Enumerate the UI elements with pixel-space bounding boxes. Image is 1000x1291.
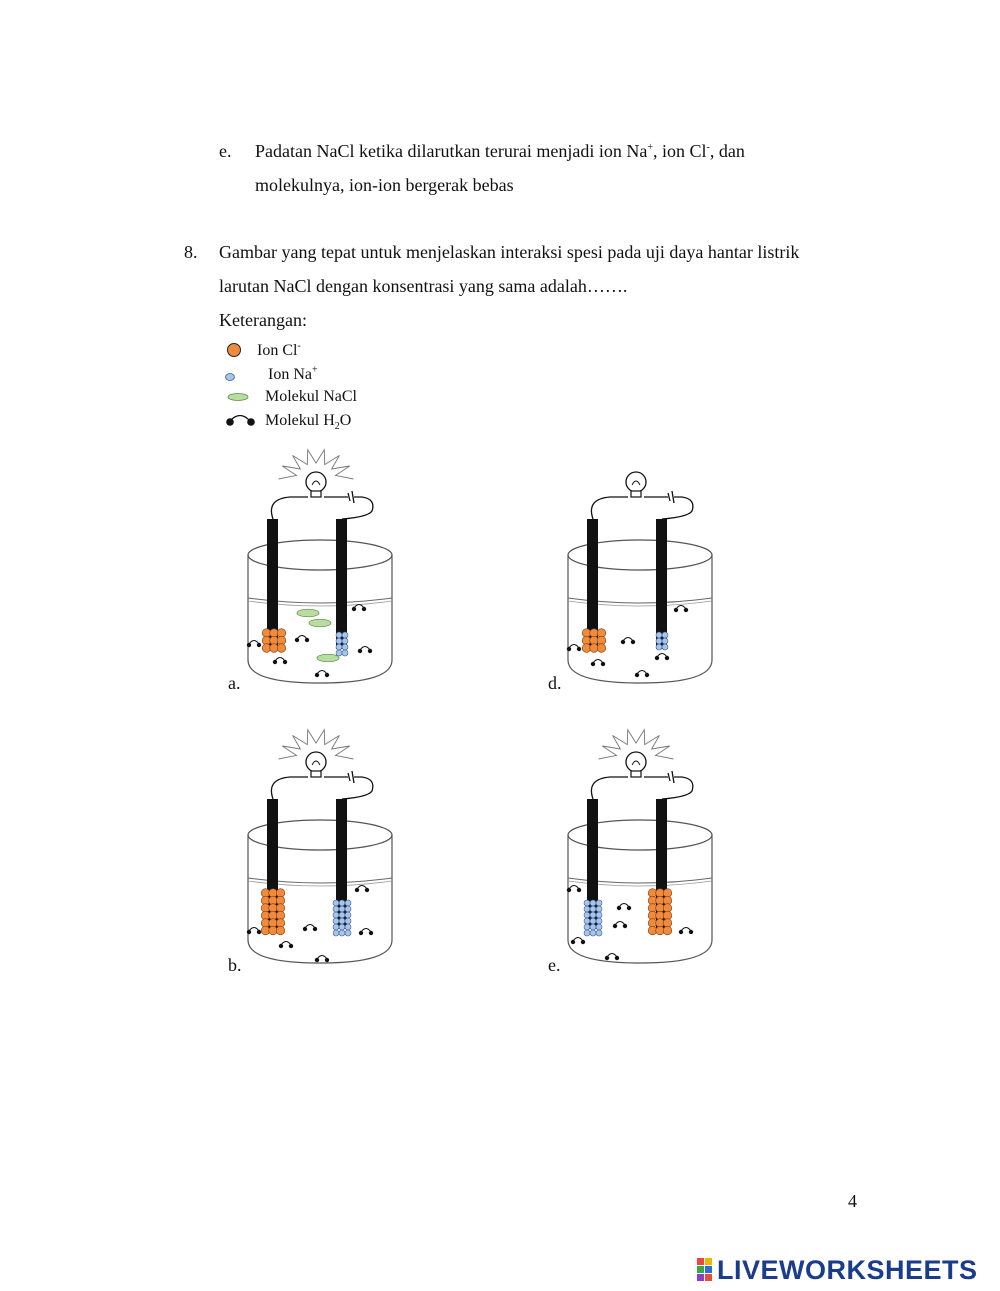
wire-right	[342, 497, 373, 519]
legend-h2o: Molekul $H_2O$	[265, 412, 352, 433]
h2o-molecule	[655, 654, 669, 661]
h2o-molecule	[359, 929, 373, 936]
na-ion	[342, 644, 348, 650]
bulb-base	[311, 771, 321, 777]
nacl-molecule	[309, 619, 331, 627]
legend-title: Keterangan:	[219, 310, 307, 330]
na-ion	[662, 638, 668, 644]
battery-plate	[672, 491, 674, 503]
na-ion	[590, 924, 596, 930]
battery-plate	[672, 771, 674, 783]
option-a-label: a.	[228, 673, 241, 693]
na-ion	[590, 912, 596, 918]
na-ion	[596, 930, 602, 936]
h2o-molecule	[605, 954, 619, 961]
battery-plate	[352, 491, 354, 503]
na-ion	[339, 906, 345, 912]
na-ion	[342, 650, 348, 656]
battery-plate	[352, 771, 354, 783]
na-ion	[345, 930, 351, 936]
option-e-prev-line2: molekulnya, ion-ion bergerak bebas	[255, 175, 514, 195]
na-ion	[336, 650, 342, 656]
wire-left	[591, 497, 628, 519]
option-e-label: e.	[548, 955, 561, 975]
na-ion	[596, 906, 602, 912]
na-ion	[345, 918, 351, 924]
cl-ion	[597, 644, 606, 653]
h2o-molecule	[279, 942, 293, 949]
na-ion	[339, 924, 345, 930]
nacl-molecule	[297, 609, 319, 617]
na-ion	[590, 918, 596, 924]
electrode-right	[336, 519, 347, 649]
na-ion	[342, 632, 348, 638]
cl-ion	[277, 644, 286, 653]
na-ion	[339, 918, 345, 924]
na-ion	[333, 906, 339, 912]
h2o-molecule	[674, 606, 688, 613]
option-e-prev-marker: e.	[219, 141, 232, 161]
h2o-molecule	[617, 904, 631, 911]
liveworksheets-logo	[697, 1255, 997, 1289]
wire-right	[342, 777, 373, 799]
bulb-icon	[306, 752, 326, 772]
wire-left	[271, 777, 308, 799]
na-ion	[584, 900, 590, 906]
nacl-molecule	[317, 654, 339, 662]
bulb-icon	[306, 472, 326, 492]
question-line2: larutan NaCl dengan konsentrasi yang sama adalah…….	[219, 276, 628, 296]
option-d-label: d.	[548, 673, 562, 693]
h2o-molecule-legend-icon	[226, 416, 255, 426]
battery-plate	[348, 773, 350, 781]
page-number: 4	[848, 1191, 857, 1211]
diagram-d	[550, 455, 720, 690]
na-ion	[339, 900, 345, 906]
diagram-a	[230, 455, 400, 690]
na-ion	[345, 924, 351, 930]
na-ion	[333, 900, 339, 906]
nacl-molecule-legend-icon	[228, 394, 248, 401]
legend-cl: Ion Cl-	[257, 340, 301, 359]
option-e-prev-line1: Padatan NaCl ketika dilarutkan terurai menjadi ion Na+, ion Cl-, dan	[255, 141, 745, 161]
wire-right	[662, 497, 693, 519]
battery-plate	[668, 493, 670, 501]
na-ion	[333, 912, 339, 918]
h2o-molecule	[591, 660, 605, 667]
na-ion	[590, 906, 596, 912]
na-ion	[339, 930, 345, 936]
h2o-molecule	[635, 671, 649, 678]
h2o-molecule	[247, 928, 261, 935]
legend-na: Ion Na+	[268, 364, 318, 383]
h2o-molecule	[613, 922, 627, 929]
electrode-right	[656, 519, 667, 649]
bulb-base	[311, 491, 321, 497]
cl-ion	[276, 926, 285, 935]
na-ion	[596, 912, 602, 918]
na-ion	[333, 918, 339, 924]
na-ion	[333, 930, 339, 936]
na-ion	[336, 632, 342, 638]
question-number: 8.	[184, 242, 198, 262]
na-ion	[656, 638, 662, 644]
h2o-molecule	[621, 638, 635, 645]
h2o-molecule	[567, 645, 581, 652]
wire-left	[271, 497, 308, 519]
question-line1: Gambar yang tepat untuk menjelaskan interaksi spesi pada uji daya hantar listrik	[219, 242, 800, 262]
na-ion	[662, 632, 668, 638]
legend-nacl: Molekul NaCl	[265, 388, 357, 405]
option-b-label: b.	[228, 955, 242, 975]
h2o-molecule	[247, 641, 261, 648]
wire-left	[591, 777, 628, 799]
h2o-molecule	[679, 928, 693, 935]
na-ion	[333, 924, 339, 930]
diagram-e	[550, 735, 720, 970]
h2o-molecule	[295, 636, 309, 643]
h2o-molecule	[567, 886, 581, 893]
na-ion	[584, 906, 590, 912]
na-ion	[584, 912, 590, 918]
h2o-molecule	[315, 956, 329, 963]
h2o-molecule	[303, 925, 317, 932]
na-ion	[596, 918, 602, 924]
cl-ion	[663, 926, 672, 935]
h2o-molecule	[352, 605, 366, 612]
na-ion	[584, 918, 590, 924]
battery-plate	[348, 493, 350, 501]
na-ion	[345, 912, 351, 918]
na-ion	[590, 930, 596, 936]
na-ion	[336, 638, 342, 644]
na-ion	[662, 644, 668, 650]
na-ion	[345, 900, 351, 906]
na-ion	[342, 638, 348, 644]
na-ion	[596, 924, 602, 930]
bulb-icon	[626, 752, 646, 772]
h2o-molecule	[273, 658, 287, 665]
na-ion	[590, 900, 596, 906]
battery-plate	[668, 773, 670, 781]
bulb-base	[631, 771, 641, 777]
cl-ion-legend-icon	[228, 344, 241, 357]
na-ion	[584, 924, 590, 930]
na-ion	[596, 900, 602, 906]
bulb-base	[631, 491, 641, 497]
na-ion	[656, 632, 662, 638]
logo-text: LIVEWORKSHEETS	[717, 1255, 978, 1285]
bulb-icon	[626, 472, 646, 492]
na-ion	[339, 912, 345, 918]
wire-right	[662, 777, 693, 799]
na-ion	[336, 644, 342, 650]
na-ion	[584, 930, 590, 936]
h2o-molecule	[355, 886, 369, 893]
na-ion	[345, 906, 351, 912]
diagram-b	[230, 735, 400, 970]
h2o-molecule	[315, 671, 329, 678]
h2o-molecule	[571, 938, 585, 945]
na-ion	[656, 644, 662, 650]
h2o-molecule	[358, 647, 372, 654]
na-ion-legend-icon	[226, 374, 235, 381]
